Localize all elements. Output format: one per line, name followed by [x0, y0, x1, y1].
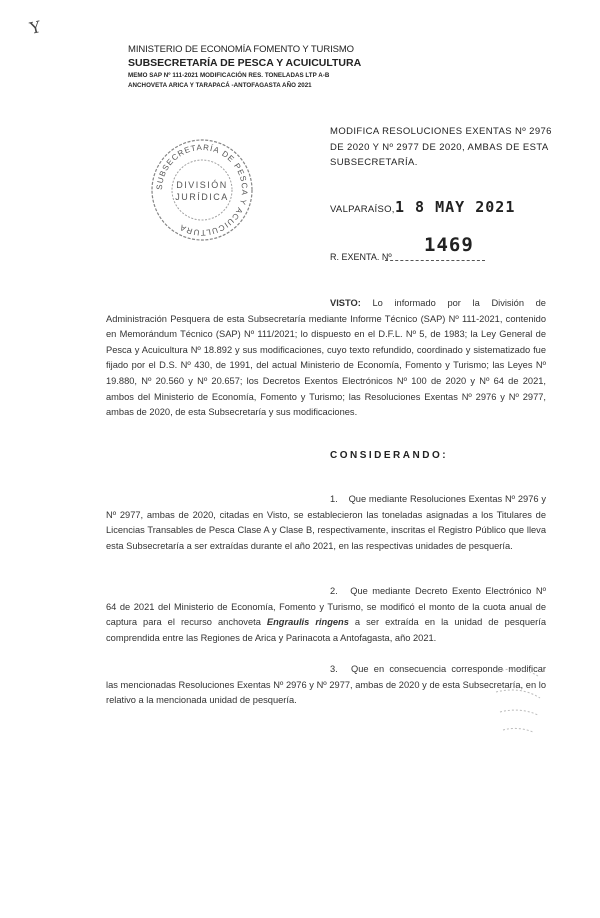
visto-label: VISTO: [330, 298, 361, 308]
handwritten-mark: Y [28, 17, 43, 38]
considerando-text-cont: a ser extraída en la unidad de pesquería comprendida entre las Regiones de Arica y Parinacota a Antofagasta, año 2021. [106, 617, 547, 643]
considerando-number: 1. [330, 494, 338, 504]
date-stamp: 1 8 MAY 2021 [395, 198, 516, 216]
stamp-center-line1: DIVISIÓN [176, 180, 228, 190]
considerando-text: Que mediante Decreto Exento Electrónico Nº 64 de 2021 del Ministerio de Economía, Fomento y Turismo, se modificó el monto de la cuota anual de captura para el recurso anchoveta [106, 586, 546, 628]
considerando-text: Que en consecuencia corresponde modificar las mencionadas Resoluciones Exentas Nº 2976 y Nº 2977, ambas de 2020 y de esta Subsecretaría, en lo relativo a la mencionada unidad de pesquería. [106, 664, 546, 706]
considerando-1 [106, 492, 546, 554]
considerando-heading: CONSIDERANDO: [330, 450, 449, 461]
subsecretaria-name: SUBSECRETARÍA DE PESCA Y ACUICULTURA [128, 57, 362, 69]
considerando-number: 2. [330, 586, 338, 596]
stamp-ring-text: SUBSECRETARÍA DE PESCA Y ACUICULTURA [154, 142, 250, 238]
visto-paragraph [106, 296, 546, 421]
resolution-label: R. EXENTA. Nº [330, 252, 392, 262]
considerando-3 [106, 662, 546, 709]
ministry-name: MINISTERIO DE ECONOMÍA FOMENTO Y TURISMO [128, 44, 354, 55]
resolution-number: 1469 [424, 234, 474, 256]
considerando-text: Que mediante Resoluciones Exentas Nº 2976 y Nº 2977, ambas de 2020, citadas en Visto, se establecieron las toneladas asignadas a los Titulares de Licencias Transables de Pesca Clase A y Clase B, respectivamente, inscritas el Registro Público que lleva esta Subsecretaría a ser extraídas durante el año 2021, en las respectivas unidades de pesquería. [106, 494, 546, 551]
resolution-number-line [385, 260, 485, 261]
place: VALPARAÍSO, [330, 204, 395, 215]
memo-reference: MEMO SAP Nº 111-2021 MODIFICACIÓN RES. TONELADAS LTP A-B [128, 72, 330, 79]
considerando-number: 3. [330, 664, 338, 674]
division-juridica-stamp [150, 138, 254, 242]
resolution-subject: MODIFICA RESOLUCIONES EXENTAS Nº 2976 DE 2020 Y Nº 2977 DE 2020, AMBAS DE ESTA SUBSECRETARÍA. [330, 126, 552, 168]
stamp-center-line2: JURÍDICA [175, 192, 229, 202]
considerando-2 [106, 584, 546, 646]
species-name: Engraulis ringens [266, 617, 349, 628]
faint-stamp-mark [488, 662, 548, 742]
visto-text: Lo informado por la División de Administración Pesquera de esta Subsecretaría mediante Informe Técnico (SAP) Nº 111-2021, contenido en Memorándum Técnico (SAP) Nº 111/2021; lo dispuesto en el D.F.L. Nº 5, de 1983; la Ley General de Pesca y Acuicultura Nº 18.892 y sus modificaciones, cuyo texto refundido, coordinado y sistematizado fue fijado por el D.S. Nº 430, de 1991, del actual Ministerio de Economía, Fomento y Turismo; las Leyes Nº 19.880, Nº 20.560 y Nº 20.657; los Decretos Exentos Electrónicos Nº 100 de 2020 y Nº 64 de 2021, ambos del Ministerio de Economía, Fomento y Turismo; las Resoluciones Exentas Nº 2976 y Nº 2977, ambas de 2020, de esta Subsecretaría y sus modificaciones. [106, 298, 546, 418]
memo-reference-line2: ANCHOVETA ARICA Y TARAPACÁ -ANTOFAGASTA AÑO 2021 [128, 82, 312, 89]
